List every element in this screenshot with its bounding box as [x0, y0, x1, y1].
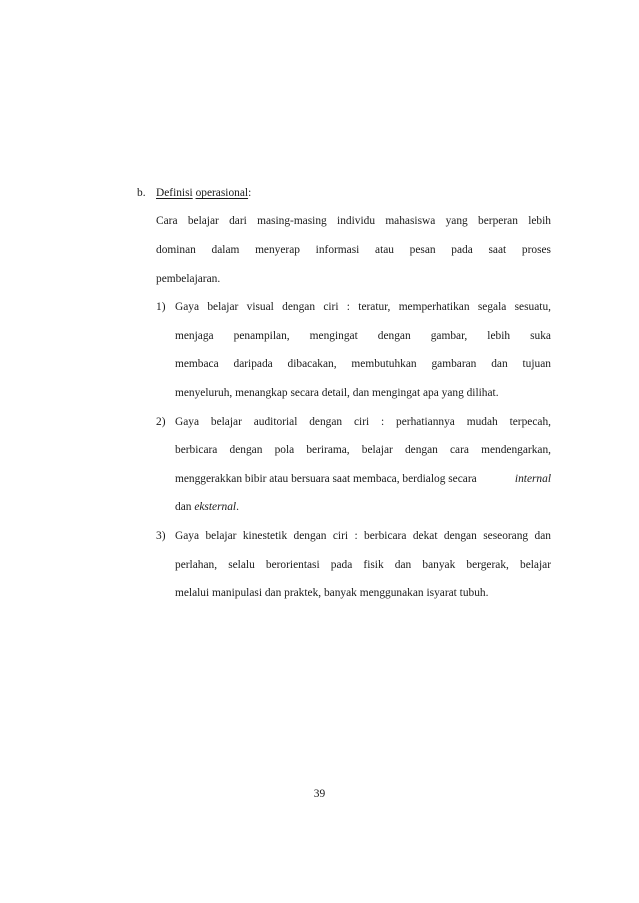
heading-word-operasional: operasional	[195, 187, 249, 199]
list-item-2-word-dan: dan	[175, 501, 192, 513]
list-item-marker-2: 2)	[156, 416, 166, 428]
list-item-3-line-1: Gaya belajar kinestetik dengan ciri : berbicara dekat dengan seseorang dan	[175, 530, 551, 542]
list-item-2-line-3	[175, 472, 551, 486]
list-item-1-line-4: menyeluruh, menangkap secara detail, dan mengingat apa yang dilihat.	[175, 387, 499, 399]
list-item-1-line-1: Gaya belajar visual dengan ciri : teratur, memperhatikan segala sesuatu,	[175, 301, 551, 313]
list-item-1-line-2: menjaga penampilan, mengingat dengan gambar, lebih suka	[175, 330, 551, 342]
intro-line-3: pembelajaran.	[156, 273, 221, 285]
list-item-3-line-3: melalui manipulasi dan praktek, banyak menggunakan isyarat tubuh.	[175, 587, 489, 599]
list-item-1-line-3: membaca daripada dibacakan, membutuhkan gambaran dan tujuan	[175, 358, 551, 370]
list-item-2-line-2: berbicara dengan pola berirama, belajar dengan cara mendengarkan,	[175, 444, 551, 456]
page-number: 39	[313, 788, 326, 800]
section-heading	[156, 186, 251, 200]
intro-line-2: dominan dalam menyerap informasi atau pesan pada saat proses	[156, 244, 551, 256]
list-item-2-line-1: Gaya belajar auditorial dengan ciri : perhatiannya mudah terpecah,	[175, 416, 551, 428]
intro-line-1: Cara belajar dari masing-masing individu mahasiswa yang berperan lebih	[156, 215, 551, 227]
list-item-2-word-eksternal: eksternal	[194, 501, 237, 513]
heading-colon: :	[248, 187, 252, 199]
section-marker: b.	[137, 187, 146, 199]
list-item-3-line-2: perlahan, selalu berorientasi pada fisik dan banyak bergerak, belajar	[175, 559, 551, 571]
list-item-2-line-3-text: menggerakkan bibir atau bersuara saat membaca, berdialog secara	[175, 473, 477, 485]
list-item-marker-3: 3)	[156, 530, 166, 542]
list-item-2-word-internal: internal	[514, 473, 551, 485]
heading-word-definisi: Definisi	[156, 187, 193, 199]
list-item-2-period: .	[236, 501, 239, 513]
list-item-marker-1: 1)	[156, 301, 166, 313]
list-item-2-line-4	[175, 500, 239, 514]
